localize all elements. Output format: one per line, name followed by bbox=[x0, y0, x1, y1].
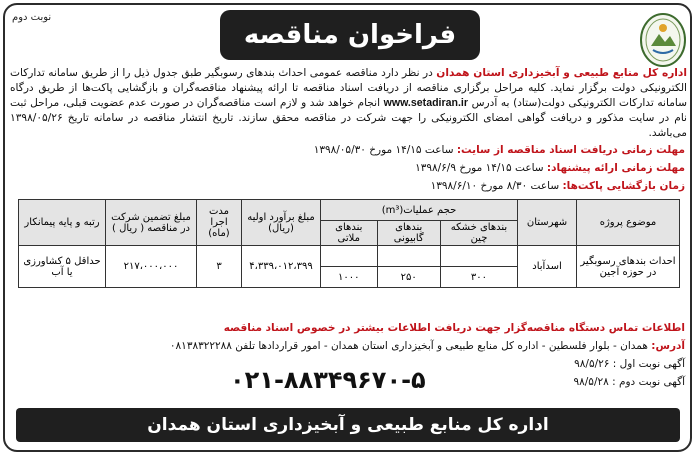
deadline-proposal bbox=[415, 162, 685, 174]
intro-paragraph bbox=[10, 66, 687, 141]
setad-link[interactable]: www.setadiran.ir bbox=[383, 97, 468, 109]
ad-second-date: آگهی نوبت دوم : ۹۸/۵/۲۸ bbox=[573, 376, 685, 388]
deadline-documents bbox=[314, 144, 685, 156]
footer-organization: اداره کل منابع طبیعی و آبخیزداری استان همدان bbox=[16, 408, 680, 442]
header-volume: حجم عملیات(m³) bbox=[321, 200, 518, 221]
ad-first-date: آگهی نوبت اول : ۹۸/۵/۲۶ bbox=[574, 358, 685, 370]
deadline-label: مهلت زمانی ارائه پیشنهاد: bbox=[546, 162, 685, 174]
subheader-dry-stone: بندهای خشکه چین bbox=[440, 221, 517, 246]
cell-dry-stone: ۳۰۰ bbox=[440, 267, 517, 288]
page-title: فراخوان مناقصه bbox=[220, 10, 480, 60]
emblem-logo-icon bbox=[639, 12, 687, 68]
header-project: موضوع پروژه bbox=[577, 200, 680, 246]
address-label: آدرس: bbox=[651, 340, 685, 352]
header-city: شهرستان bbox=[518, 200, 577, 246]
cell-grade: حداقل ۵ کشاورزی یا آب bbox=[19, 246, 106, 288]
cell-mortar-blank bbox=[321, 246, 378, 267]
address-line bbox=[170, 340, 685, 352]
phone-number-large: ۰۲۱-۸۸۳۴۹۶۷۰-۵ bbox=[230, 366, 426, 394]
deadline-opening bbox=[431, 180, 685, 192]
cell-guarantee: ۲۱۷،۰۰۰،۰۰۰ bbox=[106, 246, 197, 288]
cell-dry-stone-blank bbox=[440, 246, 517, 267]
header-estimate: مبلغ برآورد اولیه (ریال) bbox=[242, 200, 321, 246]
header-duration: مدت اجرا (ماه) bbox=[197, 200, 242, 246]
deadline-label: مهلت زمانی دریافت اسناد مناقصه از سایت: bbox=[456, 144, 685, 156]
round-badge: نوبت دوم bbox=[12, 12, 52, 23]
cell-city: اسدآباد bbox=[518, 246, 577, 288]
intro-text: در نظر دارد مناقصه عمومی احداث بندهای رسوبگیر طبق جدول ذیل را از طریق سامانه تدارکات الکترونیکی دولت برگزار نماید. کلیه مراحل برگزاری مناقصه از دریافت اسناد مناقصه تا ارائه پیشنهاد مناقصه‌گران و بازگشایی پاکت‌ها از طریق درگاه سامانه تدارکات الکترونیکی دولت(ستاد) به آدرس bbox=[10, 67, 687, 109]
cell-gabion-blank bbox=[377, 246, 440, 267]
intro-text-end: انجام خواهد شد و لازم است مناقصه‌گران در صورت عدم عضویت قبلی، مراحل ثبت نام در سایت مذکور و دریافت گواهی امضای الکترونیکی را جهت شرکت در مناقصه محقق سازند. تاریخ انتشار مناقصه در سامانه تاریخ ۱۳۹۸/۰۵/۲۶ می‌باشد. bbox=[10, 97, 687, 139]
deadline-value: ساعت ۸/۳۰ مورخ ۱۳۹۸/۶/۱۰ bbox=[430, 180, 563, 192]
project-table bbox=[18, 199, 680, 288]
intro-org: اداره کل منابع طبیعی و آبخیزداری استان همدان bbox=[436, 67, 688, 79]
subheader-mortar: بندهای ملاتی bbox=[321, 221, 378, 246]
deadline-value: ساعت ۱۴/۱۵ مورخ ۱۳۹۸/۶/۹ bbox=[415, 162, 547, 174]
subheader-gabion: بندهای گابیونی bbox=[377, 221, 440, 246]
cell-estimate: ۴،۳۳۹،۰۱۲،۳۹۹ bbox=[242, 246, 321, 288]
deadline-value: ساعت ۱۴/۱۵ مورخ ۱۳۹۸/۰۵/۳۰ bbox=[313, 144, 457, 156]
cell-project: احداث بندهای رسوبگیر در حوزه آجین bbox=[577, 246, 680, 288]
header-grade: رتبه و پایه پیمانکار bbox=[19, 200, 106, 246]
contact-heading-text: اطلاعات تماس دستگاه مناقصه‌گزار جهت دریافت اطلاعات بیشتر در خصوص اسناد مناقصه bbox=[223, 322, 685, 334]
cell-gabion: ۲۵۰ bbox=[377, 267, 440, 288]
contact-heading bbox=[224, 322, 685, 334]
table-row bbox=[19, 246, 680, 267]
table-header-row bbox=[19, 200, 680, 221]
address-text: همدان - بلوار فلسطین - اداره کل منابع طبیعی و آبخیزداری استان همدان - امور قراردادها تلفن ۰۸۱۳۸۳۲۲۲۸۸ bbox=[169, 340, 652, 352]
cell-duration: ۳ bbox=[197, 246, 242, 288]
deadline-label: زمان بازگشایی پاکت‌ها: bbox=[562, 180, 685, 192]
header-guarantee: مبلغ تضمین شرکت در مناقصه ( ریال ) bbox=[106, 200, 197, 246]
cell-mortar: ۱۰۰۰ bbox=[321, 267, 378, 288]
